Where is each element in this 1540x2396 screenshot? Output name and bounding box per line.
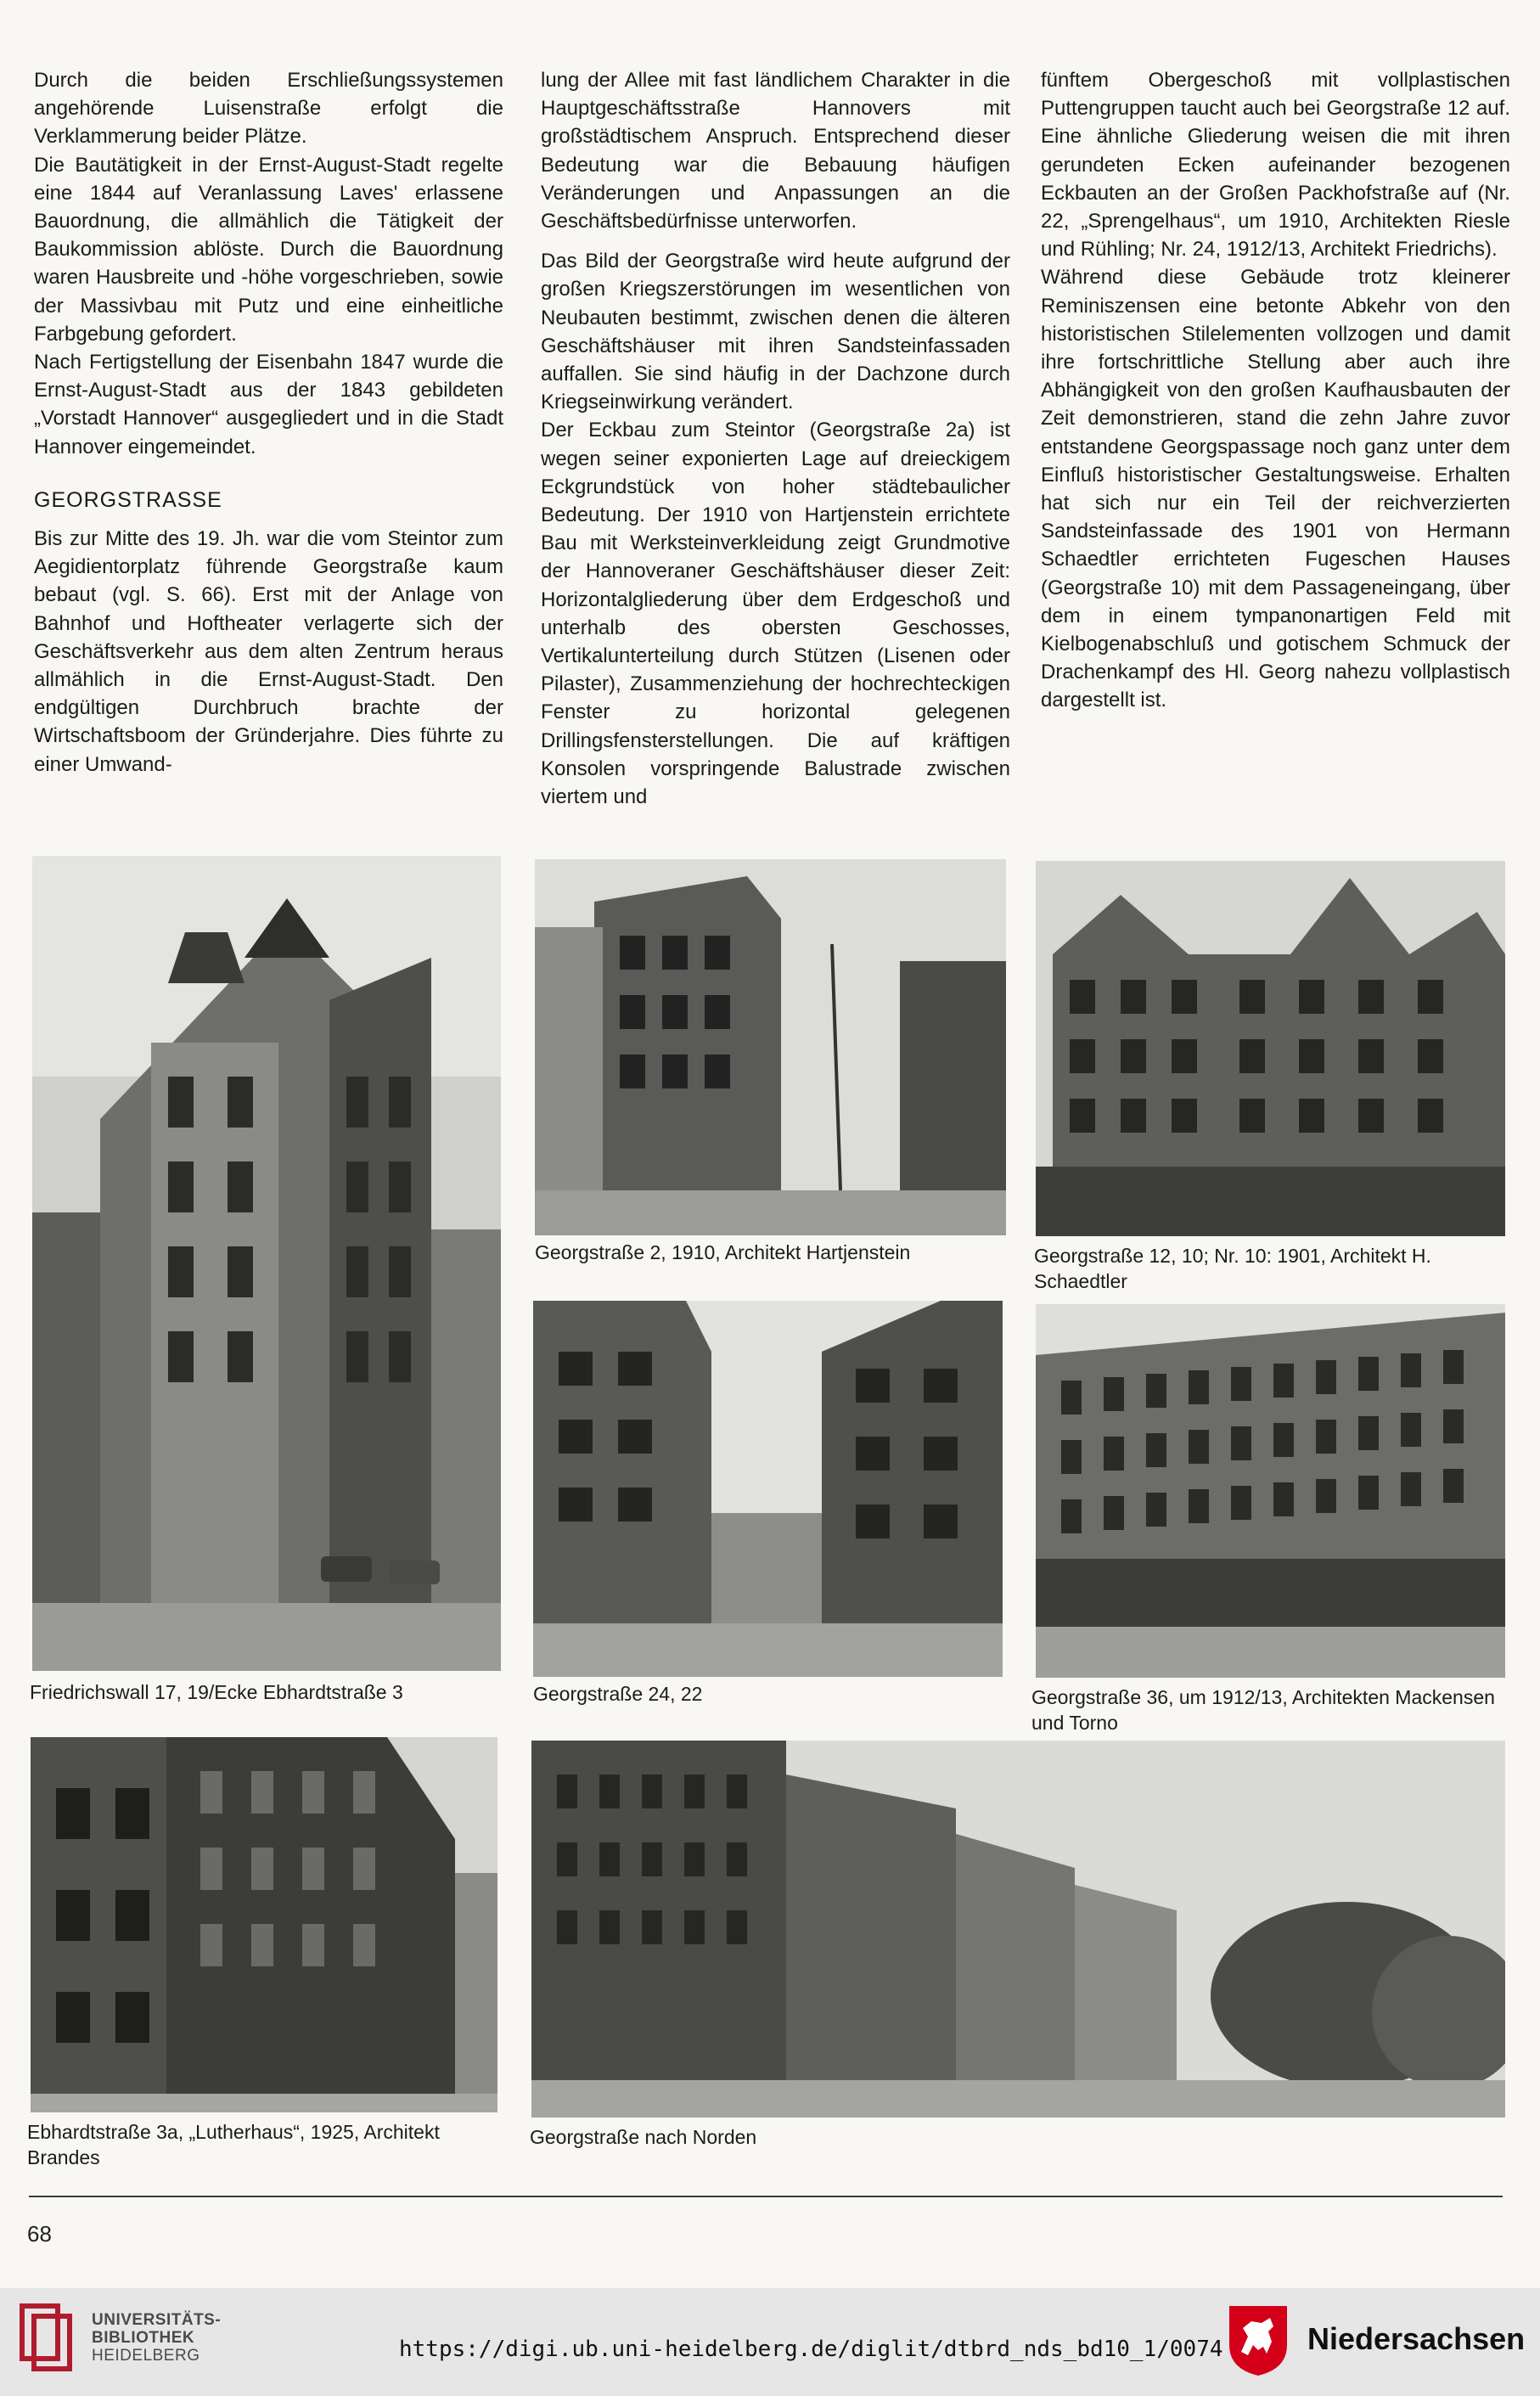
paragraph: Das Bild der Georgstraße wird heute aufgrund der großen Kriegszerstörungen im wesentlichen von Neubauten bestimmt, zwischen denen die älteren Geschäftshäuser mit ihren Sandsteinfassaden auffallen. Sie sind häufig in der Dachzone durch Kriegseinwirkung verändert.: [541, 250, 1010, 414]
permalink-url[interactable]: https://digi.ub.uni-heidelberg.de/diglit/dtbrd_nds_bd10_1/0074: [399, 2337, 1223, 2362]
caption-georgstrasse-2: Georgstraße 2, 1910, Architekt Hartjenstein: [535, 1241, 911, 1263]
paragraph: Bis zur Mitte des 19. Jh. war die vom Steintor zum Aegidientorplatz führende Georgstraße kaum bebaut (vgl. S. 66). Erst mit der Anlage von Bahnhof und Hoftheater verlagerte sich der Geschäftsverkehr aus dem alten Zentrum heraus allmählich in die Ernst-August-Stadt. Den endgültigen Durchbruch brachte der Wirtschaftsboom der Gründerjahre. Dies führte zu einer Umwand-: [34, 527, 503, 776]
text-column-2: [541, 66, 1010, 811]
paragraph: Während diese Gebäude trotz kleinerer Reminiszensen eine betonte Abkehr von den historistischen Stilelementen vollzogen und damit ihre fortschrittliche Stellung aber auch ihre Abhängigkeit von den großen Kaufhausbauten der Zeit demonstrieren, stand die zehn Jahre zuvor entstandene Georgspassage noch ganz unter dem Einfluß historistischer Gestaltungsweise. Erhalten hat sich nur ein Teil der reichverzierten Sandsteinfassade des 1901 von Hermann Schaedtler errichteten Fugeschen Hauses (Georgstraße 10) mit dem Passageneingang, über dem in einem tympanonartigen Feld mit Kielbogenabschluß und gotischem Schmuck der Drachenkampf des Hl. Georg nahezu vollplastisch dargestellt ist.: [1041, 266, 1510, 712]
photo-georgstrasse-12: [1036, 861, 1505, 1236]
footer-rule: [29, 2196, 1503, 2197]
caption-friedrichswall: Friedrichswall 17, 19/Ecke Ebhardtstraße 3: [30, 1681, 403, 1703]
paragraph: lung der Allee mit fast ländlichem Charakter in die Hauptgeschäftsstraße Hannovers mit großstädtischem Anspruch. Entsprechend dieser Bedeutung war die Bebauung häufigen Veränderungen und Anpassungen an die Geschäftsbedürfnisse unterworfen.: [541, 69, 1010, 233]
photo-ebhardtstrasse: [31, 1737, 497, 2112]
paragraph: Nach Fertigstellung der Eisenbahn 1847 wurde die Ernst-August-Stadt aus der 1843 gebildeten „Vorstadt Hannover“ ausgegliedert und in die Stadt Hannover eingemeindet.: [34, 351, 503, 458]
paragraph: Der Eckbau zum Steintor (Georgstraße 2a) ist wegen seiner exponierten Lage auf dreieckigem Eckgrundstück von hoher städtebaulicher Bedeutung. Der 1910 von Hartjenstein errichtete Bau mit Werksteinverkleidung zeigt Grundmotive der Hannoveraner Geschäftshäuser dieser Zeit: Horizontalgliederung über dem Erdgeschoß und unterhalb des obersten Geschosses, Vertikalunterteilung durch Stützen (Lisenen oder Pilaster), Zusammenziehung der hochrechteckigen Fenster zu horizontal gelegenen Drillingsfensterstellungen. Die auf kräftigen Konsolen vorspringende Balustrade zwischen viertem und: [541, 419, 1010, 809]
page-number: 68: [27, 2221, 52, 2247]
photo-friedrichswall: [32, 856, 501, 1671]
niedersachsen-horse-icon: [1226, 2303, 1290, 2377]
caption-georgstrasse-36: Georgstraße 36, um 1912/13, Architekten Mackensen und Torno: [1031, 1686, 1495, 1734]
text-column-1: [34, 66, 503, 779]
photo-georgstrasse-nach-norden: [531, 1741, 1505, 2118]
caption-ebhardtstrasse: Ebhardtstraße 3a, „Lutherhaus“, 1925, Architekt Brandes: [27, 2121, 440, 2168]
paragraph: fünftem Obergeschoß mit vollplastischen Puttengruppen taucht auch bei Georgstraße 12 auf. Eine ähnliche Gliederung weisen die mit ihren gerundeten Ecken aufeinander bezogenen Eckbauten an der Großen Packhofstraße auf (Nr. 22, „Sprengelhaus“, um 1910, Architekten Riesle und Rühling; Nr. 24, 1912/13, Architekt Friedrichs).: [1041, 69, 1510, 262]
library-line: HEIDELBERG: [92, 2347, 200, 2365]
section-heading: GEORGSTRASSE: [34, 487, 222, 512]
ub-heidelberg-logo-icon[interactable]: [17, 2294, 73, 2379]
library-line: UNIVERSITÄTS-: [92, 2311, 222, 2329]
library-name: [92, 2311, 221, 2365]
paragraph: Die Bautätigkeit in der Ernst-August-Stadt regelte eine 1844 auf Veranlassung Laves' erlassene Bauordnung, die allmählich die Tätigkeit der Baukommission ablöste. Durch die Bauordnung waren Hausbreite und -höhe vorgeschrieben, sowie der Massivbau mit Putz und eine einheitliche Farbgebung gefordert.: [34, 153, 503, 346]
text-column-3: [1041, 66, 1510, 715]
photo-georgstrasse-24: [533, 1301, 1003, 1677]
photo-georgstrasse-2: [535, 859, 1006, 1235]
photo-georgstrasse-36: [1036, 1304, 1505, 1678]
caption-georgstrasse-24: Georgstraße 24, 22: [533, 1683, 703, 1705]
caption-georgstrasse-12: Georgstraße 12, 10; Nr. 10: 1901, Architekt H. Schaedtler: [1034, 1245, 1431, 1292]
caption-georgstrasse-nach-norden: Georgstraße nach Norden: [530, 2126, 757, 2148]
library-line: BIBLIOTHEK: [92, 2329, 195, 2347]
paragraph: Durch die beiden Erschließungssystemen angehörende Luisenstraße erfolgt die Verklammerung beider Plätze.: [34, 69, 503, 149]
state-name: Niedersachsen: [1307, 2321, 1526, 2356]
